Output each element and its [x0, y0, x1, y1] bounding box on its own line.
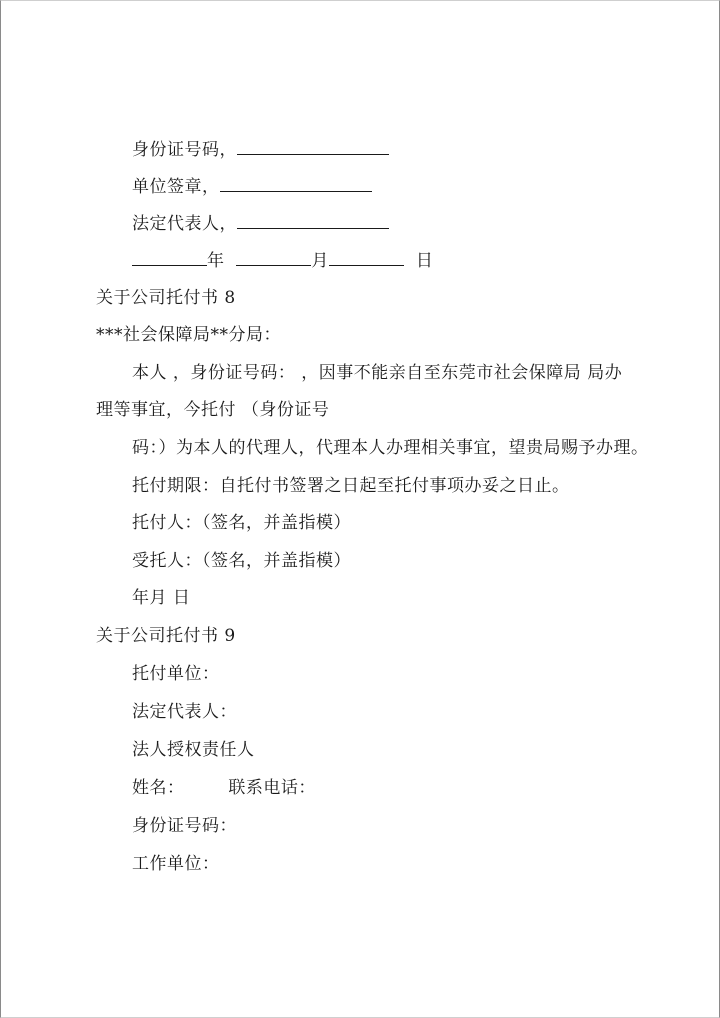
- id-number-label: 身份证号码，: [132, 140, 237, 160]
- unit-seal-field: [132, 174, 372, 199]
- doc9-name-label: 姓名：: [132, 778, 185, 798]
- day-label: 日: [415, 251, 434, 271]
- doc8-body-line3: 码：）为本人的代理人，代理本人办理相关事宜，望贵局赐予办理。: [132, 438, 649, 458]
- doc9-title: 关于公司托付书 9: [96, 626, 236, 646]
- doc8-title: 关于公司托付书 8: [96, 288, 236, 308]
- doc9-authorized: 法人授权责任人: [132, 740, 255, 760]
- doc8-agent: 受托人：（签名，并盖指模）: [132, 551, 351, 571]
- doc9-contact-line: [132, 776, 316, 800]
- month-label: 月: [311, 251, 329, 271]
- doc8-period: 托付期限：自托付书签署之日起至托付事项办妥之日止。: [132, 476, 570, 496]
- doc8-addressee: ***社会保障局**分局：: [96, 325, 281, 345]
- legal-rep-blank: [237, 211, 389, 229]
- legal-rep-label: 法定代表人，: [132, 214, 237, 234]
- month-blank: [236, 248, 311, 266]
- doc9-unit: 托付单位：: [132, 664, 220, 684]
- day-blank: [329, 248, 404, 266]
- doc8-date: 年月 日: [132, 588, 191, 608]
- doc8-body-line1: 本人 ，身份证号码： ，因事不能亲自至东莞市社会保障局 局办: [132, 363, 623, 383]
- id-number-field: [132, 137, 389, 162]
- unit-seal-blank: [220, 174, 372, 192]
- year-label: 年: [207, 251, 225, 271]
- doc9-id: 身份证号码：: [132, 816, 237, 836]
- doc9-work: 工作单位：: [132, 854, 220, 874]
- legal-rep-field: [132, 211, 389, 236]
- doc9-phone-label: 联系电话：: [228, 778, 316, 798]
- year-blank: [132, 248, 207, 266]
- doc8-body-line2: 理等事宜，今托付 （身份证号: [96, 400, 330, 420]
- id-number-blank: [237, 137, 389, 155]
- doc9-rep: 法定代表人：: [132, 702, 237, 722]
- date-field: [132, 248, 433, 273]
- doc8-principal: 托付人：（签名，并盖指模）: [132, 513, 351, 533]
- unit-seal-label: 单位签章，: [132, 177, 220, 197]
